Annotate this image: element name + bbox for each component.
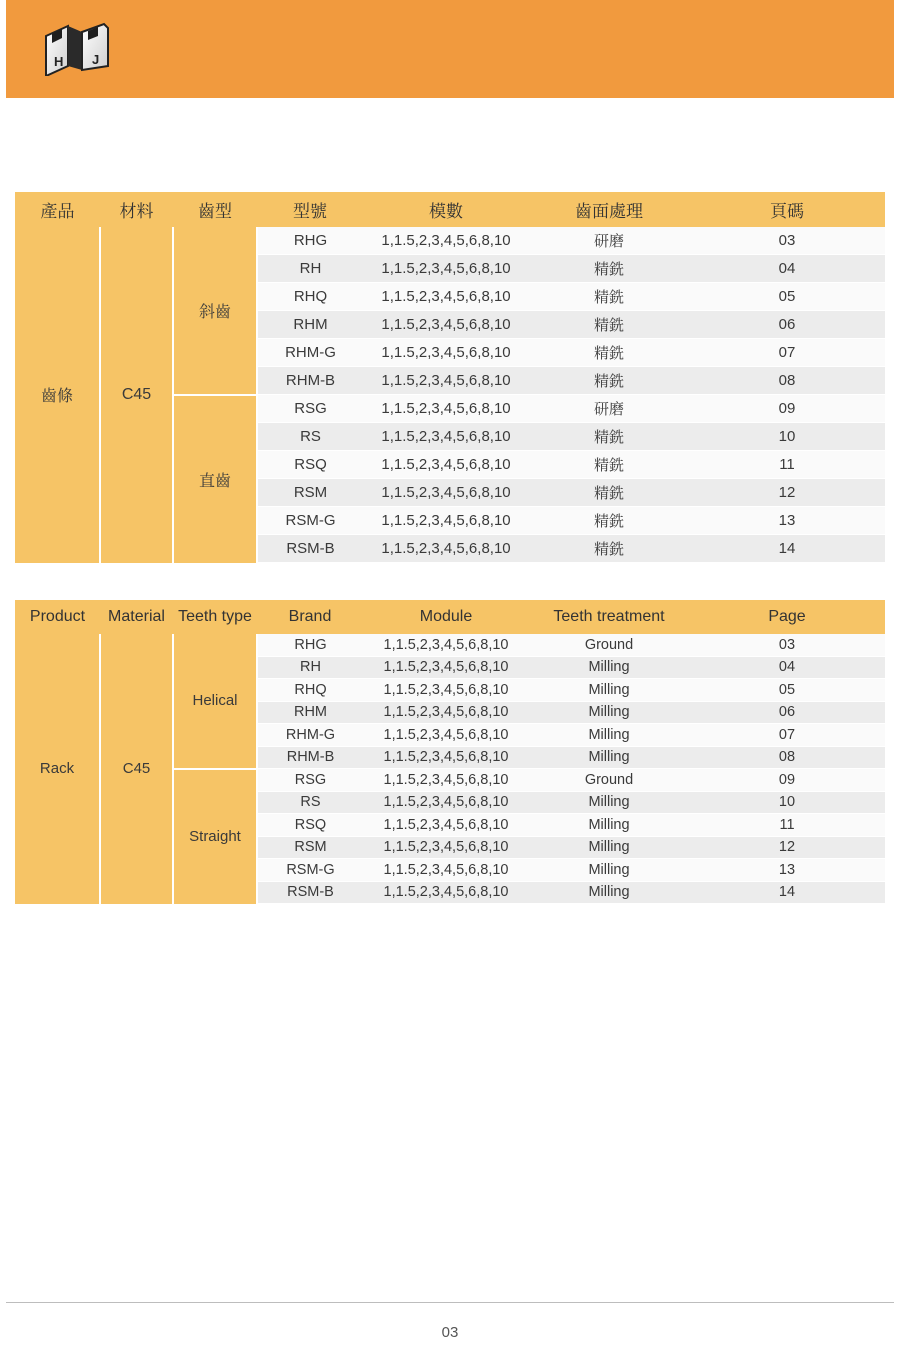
table-header-row — [15, 192, 885, 227]
module-cell: 1,1.5,2,3,4,5,6,8,10 — [363, 479, 529, 507]
page-cell: 07 — [689, 724, 885, 747]
svg-text:H: H — [54, 54, 64, 69]
module-cell: 1,1.5,2,3,4,5,6,8,10 — [363, 535, 529, 563]
treatment-cell: 研磨 — [529, 395, 689, 423]
page-cell: 03 — [689, 227, 885, 255]
treatment-cell: Milling — [529, 679, 689, 702]
model-cell: RSQ — [257, 814, 363, 837]
module-cell: 1,1.5,2,3,4,5,6,8,10 — [363, 881, 529, 904]
module-cell: 1,1.5,2,3,4,5,6,8,10 — [363, 701, 529, 724]
module-cell: 1,1.5,2,3,4,5,6,8,10 — [363, 451, 529, 479]
module-cell: 1,1.5,2,3,4,5,6,8,10 — [363, 283, 529, 311]
treatment-cell: 精銑 — [529, 283, 689, 311]
module-cell: 1,1.5,2,3,4,5,6,8,10 — [363, 423, 529, 451]
treatment-cell: 精銑 — [529, 451, 689, 479]
model-cell: RH — [257, 255, 363, 283]
module-cell: 1,1.5,2,3,4,5,6,8,10 — [363, 634, 529, 656]
page-cell: 09 — [689, 769, 885, 792]
col-header-treatment: 齒面處理 — [529, 192, 689, 227]
page-cell: 13 — [689, 507, 885, 535]
model-cell: RHG — [257, 227, 363, 255]
col-header-module: 模數 — [363, 192, 529, 227]
page-cell: 14 — [689, 535, 885, 563]
col-header-brand: Brand — [257, 600, 363, 634]
treatment-cell: 研磨 — [529, 227, 689, 255]
page-number: 03 — [441, 1324, 459, 1341]
model-cell: RSG — [257, 395, 363, 423]
model-cell: RSM-G — [257, 859, 363, 882]
model-cell: RHM-G — [257, 724, 363, 747]
model-cell: RSM — [257, 479, 363, 507]
module-cell: 1,1.5,2,3,4,5,6,8,10 — [363, 656, 529, 679]
module-cell: 1,1.5,2,3,4,5,6,8,10 — [363, 339, 529, 367]
module-cell: 1,1.5,2,3,4,5,6,8,10 — [363, 395, 529, 423]
treatment-cell: Ground — [529, 634, 689, 656]
treatment-cell: Milling — [529, 724, 689, 747]
treatment-cell: Milling — [529, 701, 689, 724]
col-header-module: Module — [363, 600, 529, 634]
treatment-cell: 精銑 — [529, 423, 689, 451]
treatment-cell: 精銑 — [529, 367, 689, 395]
teeth-type-cell: Straight — [173, 769, 257, 904]
page-cell: 08 — [689, 367, 885, 395]
treatment-cell: Milling — [529, 791, 689, 814]
treatment-cell: Milling — [529, 814, 689, 837]
teeth-type-cell: 斜齒 — [173, 227, 257, 395]
module-cell: 1,1.5,2,3,4,5,6,8,10 — [363, 859, 529, 882]
model-cell: RHQ — [257, 679, 363, 702]
treatment-cell: 精銑 — [529, 339, 689, 367]
model-cell: RHQ — [257, 283, 363, 311]
treatment-cell: Milling — [529, 881, 689, 904]
module-cell: 1,1.5,2,3,4,5,6,8,10 — [363, 507, 529, 535]
treatment-cell: 精銑 — [529, 535, 689, 563]
col-header-page: Page — [689, 600, 885, 634]
module-cell: 1,1.5,2,3,4,5,6,8,10 — [363, 724, 529, 747]
page-cell: 05 — [689, 283, 885, 311]
teeth-type-cell: 直齒 — [173, 395, 257, 563]
model-cell: RHM-G — [257, 339, 363, 367]
col-header-material: Material — [100, 600, 173, 634]
col-header-product: Product — [15, 600, 100, 634]
model-cell: RHM-B — [257, 367, 363, 395]
page-cell: 13 — [689, 859, 885, 882]
model-cell: RS — [257, 791, 363, 814]
col-header-treatment: Teeth treatment — [529, 600, 689, 634]
spec-table-zh — [15, 192, 885, 563]
treatment-cell: Milling — [529, 836, 689, 859]
treatment-cell: 精銑 — [529, 255, 689, 283]
footer-divider — [6, 1302, 894, 1303]
page-cell: 03 — [689, 634, 885, 656]
table-row — [15, 227, 885, 255]
page-cell: 11 — [689, 451, 885, 479]
treatment-cell: Milling — [529, 859, 689, 882]
col-header-product: 產品 — [15, 192, 100, 227]
model-cell: RH — [257, 656, 363, 679]
page-cell: 10 — [689, 791, 885, 814]
page-cell: 08 — [689, 746, 885, 769]
model-cell: RS — [257, 423, 363, 451]
module-cell: 1,1.5,2,3,4,5,6,8,10 — [363, 311, 529, 339]
page-cell: 11 — [689, 814, 885, 837]
module-cell: 1,1.5,2,3,4,5,6,8,10 — [363, 814, 529, 837]
col-header-page: 頁碼 — [689, 192, 885, 227]
model-cell: RHG — [257, 634, 363, 656]
module-cell: 1,1.5,2,3,4,5,6,8,10 — [363, 255, 529, 283]
module-cell: 1,1.5,2,3,4,5,6,8,10 — [363, 746, 529, 769]
material-cell: C45 — [100, 227, 173, 563]
module-cell: 1,1.5,2,3,4,5,6,8,10 — [363, 836, 529, 859]
model-cell: RHM — [257, 701, 363, 724]
page-cell: 10 — [689, 423, 885, 451]
treatment-cell: 精銑 — [529, 507, 689, 535]
material-cell: C45 — [100, 634, 173, 904]
page-cell: 14 — [689, 881, 885, 904]
treatment-cell: 精銑 — [529, 479, 689, 507]
model-cell: RSM-G — [257, 507, 363, 535]
treatment-cell: Milling — [529, 656, 689, 679]
model-cell: RSM-B — [257, 881, 363, 904]
model-cell: RSG — [257, 769, 363, 792]
page-cell: 12 — [689, 479, 885, 507]
table-row — [15, 634, 885, 656]
treatment-cell: 精銑 — [529, 311, 689, 339]
product-cell: Rack — [15, 634, 100, 904]
hj-logo-icon — [42, 22, 112, 76]
spec-table-en — [15, 600, 885, 904]
col-header-model: 型號 — [257, 192, 363, 227]
treatment-cell: Ground — [529, 769, 689, 792]
module-cell: 1,1.5,2,3,4,5,6,8,10 — [363, 791, 529, 814]
model-cell: RSM-B — [257, 535, 363, 563]
page-cell: 12 — [689, 836, 885, 859]
treatment-cell: Milling — [529, 746, 689, 769]
teeth-type-cell: Helical — [173, 634, 257, 769]
module-cell: 1,1.5,2,3,4,5,6,8,10 — [363, 227, 529, 255]
header-bar — [6, 0, 894, 98]
model-cell: RSM — [257, 836, 363, 859]
page-cell: 04 — [689, 656, 885, 679]
page-cell: 06 — [689, 701, 885, 724]
page-cell: 07 — [689, 339, 885, 367]
table-header-row — [15, 600, 885, 634]
page-cell: 04 — [689, 255, 885, 283]
page-cell: 06 — [689, 311, 885, 339]
model-cell: RHM-B — [257, 746, 363, 769]
col-header-teeth-type: 齒型 — [173, 192, 257, 227]
col-header-material: 材料 — [100, 192, 173, 227]
page-cell: 05 — [689, 679, 885, 702]
module-cell: 1,1.5,2,3,4,5,6,8,10 — [363, 367, 529, 395]
module-cell: 1,1.5,2,3,4,5,6,8,10 — [363, 769, 529, 792]
model-cell: RSQ — [257, 451, 363, 479]
model-cell: RHM — [257, 311, 363, 339]
product-cell: 齒條 — [15, 227, 100, 563]
page-cell: 09 — [689, 395, 885, 423]
col-header-teeth-type: Teeth type — [173, 600, 257, 634]
module-cell: 1,1.5,2,3,4,5,6,8,10 — [363, 679, 529, 702]
svg-text:J: J — [92, 52, 100, 67]
